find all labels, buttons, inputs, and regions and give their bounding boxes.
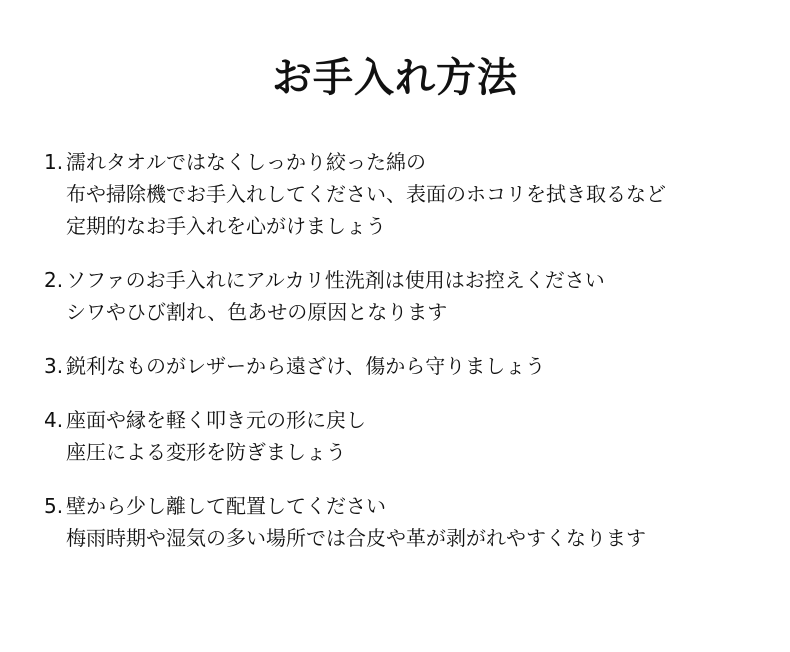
step-text-line: 定期的なお手入れを心がけましょう [66, 214, 386, 238]
page-title: お手入れ方法 [272, 55, 518, 101]
step-text-line: 鋭利なものがレザーから遠ざけ、傷から守りましょう [66, 354, 546, 378]
step-text-line: 座圧による変形を防ぎましょう [66, 440, 346, 464]
step-number: 2. [44, 268, 64, 292]
care-step-3 [44, 350, 774, 382]
care-step-1 [44, 146, 774, 242]
step-text-line: シワやひび割れ、色あせの原因となります [66, 300, 448, 324]
care-steps-list [44, 146, 774, 576]
care-step-4 [44, 404, 774, 468]
step-text-line: 梅雨時期や湿気の多い場所では合皮や革が剥がれやすくなります [66, 526, 646, 550]
step-text-line: 濡れタオルではなくしっかり絞った綿の [66, 150, 426, 174]
step-number: 3. [44, 354, 64, 378]
step-text-line: 座面や縁を軽く叩き元の形に戻し [66, 408, 366, 432]
care-step-2 [44, 264, 774, 328]
step-text-line: 壁から少し離して配置してください [66, 494, 386, 518]
step-text-line: ソファのお手入れにアルカリ性洗剤は使用はお控えください [66, 268, 605, 292]
step-number: 1. [44, 150, 64, 174]
step-text-line: 布や掃除機でお手入れしてください、表面のホコリを拭き取るなど [66, 182, 666, 206]
care-step-5 [44, 490, 774, 554]
step-number: 4. [44, 408, 64, 432]
step-number: 5. [44, 494, 64, 518]
